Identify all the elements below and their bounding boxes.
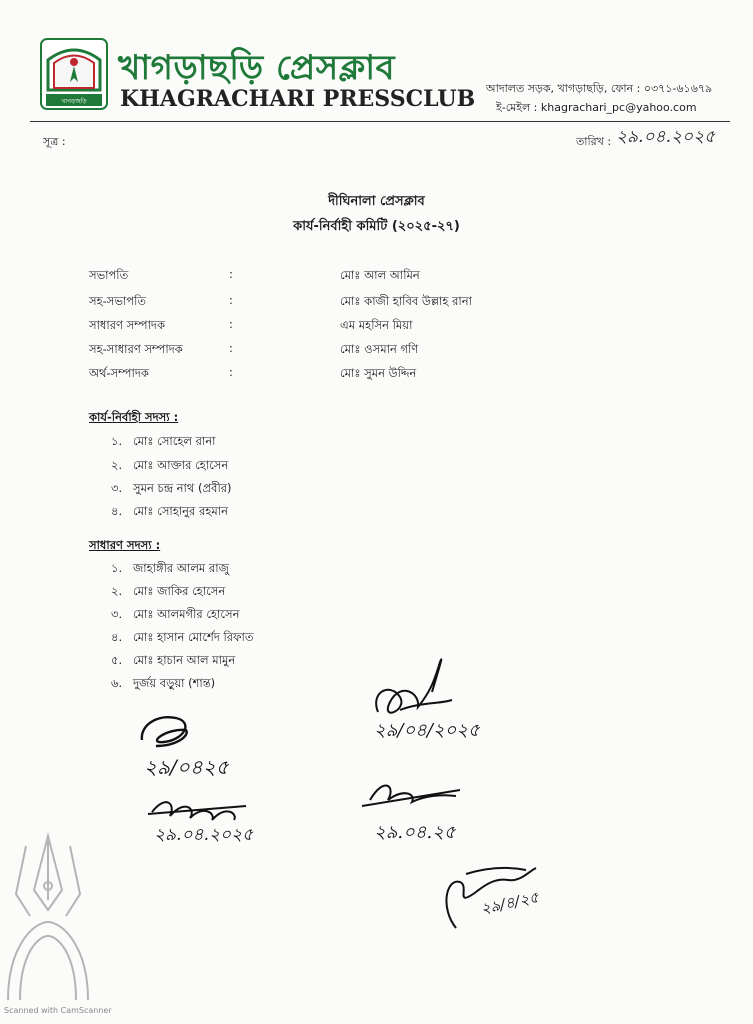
signature-4 <box>360 770 500 850</box>
date-value: ২৯.০৪.২০২৫ <box>616 127 716 147</box>
list-item <box>111 560 229 579</box>
officer-role: সহ-সভাপতি <box>89 294 147 308</box>
officer-colon: : <box>229 341 233 355</box>
officer-name: এম মহসিন মিয়া <box>340 318 413 332</box>
organization-name: দীঘিনালা প্রেসক্লাব <box>328 194 425 209</box>
member-name: মোঃ সোহানুর রহমান <box>133 504 228 518</box>
club-address: আদালত সড়ক, খাগড়াছড়ি, ফোন : ০৩৭১-৬১৬৭৯ <box>486 82 713 95</box>
item-number: ৩. <box>111 607 123 621</box>
officer-row <box>89 293 649 313</box>
club-email: ই-মেইল : khagrachari_pc@yahoo.com <box>496 101 697 114</box>
list-item <box>111 583 225 602</box>
club-title-bengali: খাগড়াছড়ি প্রেসক্লাব <box>118 48 396 88</box>
reference-label: সূত্র : <box>43 135 66 148</box>
member-name: মোঃ হাসান মোর্শেদ রিফাত <box>133 630 254 644</box>
item-number: ৪. <box>111 504 123 518</box>
item-number: ২. <box>111 584 123 598</box>
officer-colon: : <box>229 267 233 281</box>
list-item <box>111 652 235 671</box>
list-item <box>111 606 239 625</box>
member-name: সুমন চন্দ্র নাথ (প্রবীর) <box>133 481 232 495</box>
committee-title: কার্য-নির্বাহী কমিটি (২০২৫-২৭) <box>293 219 460 234</box>
officer-colon: : <box>229 317 233 331</box>
member-name: দুর্জয় বড়ুয়া (শান্ত) <box>133 676 216 690</box>
item-number: ১. <box>111 434 123 448</box>
signature-2 <box>136 706 276 786</box>
officer-role: অর্থ-সম্পাদক <box>89 366 149 380</box>
item-number: ২. <box>111 458 123 472</box>
officer-row <box>89 341 649 361</box>
member-name: জাহাঙ্গীর আলম রাজু <box>133 561 229 575</box>
item-number: ১. <box>111 561 123 575</box>
general-members-heading: সাধারণ সদস্য : <box>89 538 161 552</box>
officer-name: মোঃ সুমন উদ্দিন <box>340 366 417 380</box>
list-item <box>111 433 216 452</box>
member-name: মোঃ আক্তার হোসেন <box>133 458 229 472</box>
item-number: ৩. <box>111 481 123 495</box>
member-name: মোঃ সোহেল রানা <box>133 434 216 448</box>
logo-bottom-text: খাগড়াছড়ি <box>61 98 87 105</box>
pen-nib-watermark <box>4 826 104 1001</box>
officer-row <box>89 317 649 337</box>
officer-name: মোঃ ওসমান গণি <box>340 342 419 356</box>
signature-date: ২৯/৪/২৫ <box>479 888 541 918</box>
item-number: ৫. <box>111 653 123 667</box>
member-name: মোঃ জাকির হোসেন <box>133 584 226 598</box>
list-item <box>111 629 254 648</box>
member-name: মোঃ হাচান আল মামুন <box>133 653 236 667</box>
signature-3 <box>146 784 296 854</box>
header-divider <box>30 121 730 122</box>
signature-date: ২৯/০৪/২০২৫ <box>374 720 480 741</box>
list-item <box>111 503 228 522</box>
officer-role: সহ-সাধারণ সম্পাদক <box>89 342 183 356</box>
list-item <box>111 675 215 694</box>
press-club-logo <box>40 38 108 110</box>
executive-members-heading: কার্য-নির্বাহী সদস্য : <box>89 410 179 424</box>
signature-date: ২৯.০৪.২৫ <box>374 822 456 843</box>
signature-date: ২৯.০৪.২০২৫ <box>154 825 254 845</box>
scanner-footer: Scanned with CamScanner <box>4 1006 112 1015</box>
item-number: ৪. <box>111 630 123 644</box>
officer-name: মোঃ কাজী হাবিব উল্লাহ রানা <box>340 294 472 308</box>
officer-colon: : <box>229 293 233 307</box>
signature-1 <box>360 652 520 752</box>
list-item <box>111 480 232 499</box>
officer-row <box>89 267 649 287</box>
officer-role: সাধারণ সম্পাদক <box>89 318 165 332</box>
officer-colon: : <box>229 365 233 379</box>
signature-date: ২৯/০৪২৫ <box>144 755 229 779</box>
officer-row <box>89 365 649 385</box>
date-label: তারিখ : <box>576 135 612 148</box>
officer-role: সভাপতি <box>89 268 129 282</box>
item-number: ৬. <box>111 676 123 690</box>
signature-5 <box>436 848 566 948</box>
list-item <box>111 457 228 476</box>
officer-name: মোঃ আল আমিন <box>340 268 420 282</box>
club-title-english: KHAGRACHARI PRESSCLUB <box>120 86 476 112</box>
member-name: মোঃ আলমগীর হোসেন <box>133 607 240 621</box>
